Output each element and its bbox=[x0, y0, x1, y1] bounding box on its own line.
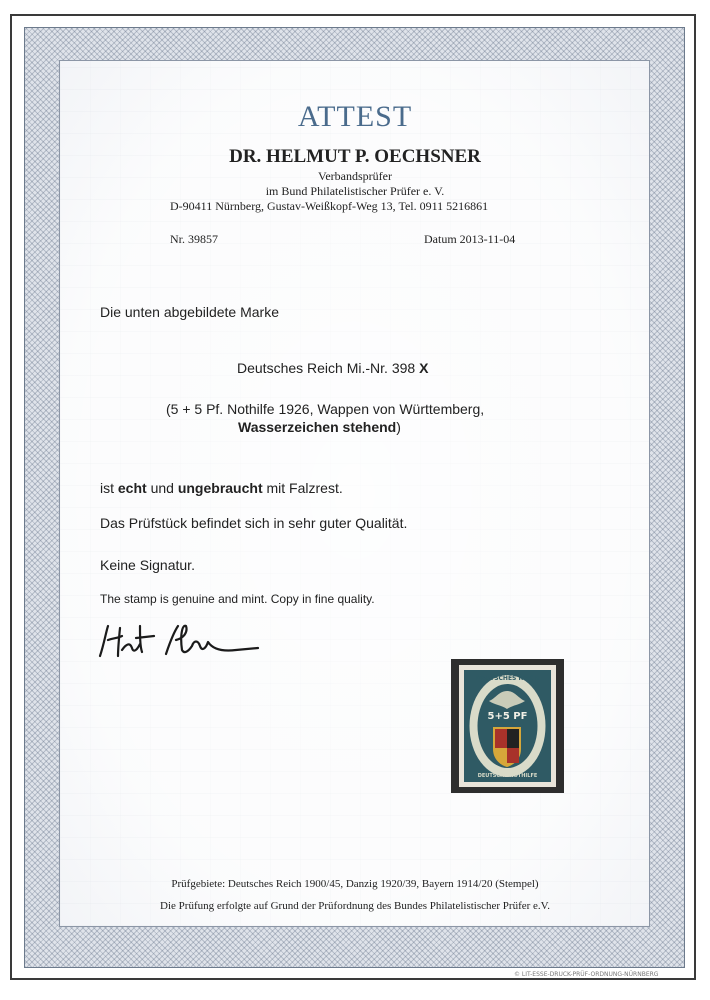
stamp-top-text: DEUTSCHES REICH bbox=[476, 675, 539, 682]
catalog-line bbox=[237, 360, 428, 376]
certificate-date: Datum 2013-11-04 bbox=[424, 232, 516, 246]
description-line-1: (5 + 5 Pf. Nothilfe 1926, Wappen von Württemberg, bbox=[166, 401, 485, 417]
stamp-artwork bbox=[459, 665, 556, 787]
expert-association: im Bund Philatelistischer Prüfer e. V. bbox=[265, 184, 445, 198]
tiny-print: © LIT-ESSE-DRUCK-PRÜF-ORDNUNG-NÜRNBERG bbox=[514, 971, 659, 978]
description-close: ) bbox=[396, 419, 401, 435]
status-text-3: mit Falzrest. bbox=[262, 480, 343, 496]
footer-fields: Prüfgebiete: Deutsches Reich 1900/45, Danzig 1920/39, Bayern 1914/20 (Stempel) bbox=[171, 878, 539, 890]
description-line-2 bbox=[238, 419, 401, 435]
status-text-1: ist bbox=[100, 480, 118, 496]
certificate-title: ATTEST bbox=[297, 100, 413, 133]
footer-rules: Die Prüfung erfolgte auf Grund der Prüfordnung des Bundes Philatelistischer Prüfer e.V. bbox=[160, 900, 550, 912]
status-echt: echt bbox=[117, 480, 147, 496]
expert-address: D-90411 Nürnberg, Gustav-Weißkopf-Weg 13, Tel. 0911 5216861 bbox=[170, 199, 489, 213]
stamp bbox=[459, 665, 556, 787]
expert-name: DR. HELMUT P. OECHSNER bbox=[229, 146, 481, 167]
catalog-variant: X bbox=[419, 360, 429, 376]
stamp-image-backdrop bbox=[451, 659, 564, 793]
english-summary: The stamp is genuine and mint. Copy in fine quality. bbox=[100, 592, 375, 606]
catalog-number: Deutsches Reich Mi.-Nr. 398 bbox=[237, 360, 420, 376]
watermark-note: Wasserzeichen stehend bbox=[238, 419, 397, 435]
status-ungebraucht: ungebraucht bbox=[177, 480, 263, 496]
signature-note: Keine Signatur. bbox=[100, 557, 195, 573]
quality-text: Das Prüfstück befindet sich in sehr guter Qualität. bbox=[100, 515, 408, 531]
stamp-side-text: DEUTSCHE NOTHILFE bbox=[477, 773, 538, 779]
status-line bbox=[100, 480, 343, 496]
certificate-number: Nr. 39857 bbox=[170, 232, 218, 246]
status-text-2: und bbox=[146, 480, 178, 496]
expert-role: Verbandsprüfer bbox=[318, 169, 392, 183]
stamp-denomination: 5+5 PF bbox=[487, 711, 528, 722]
intro-text: Die unten abgebildete Marke bbox=[100, 304, 280, 320]
handwritten-signature bbox=[96, 622, 266, 662]
